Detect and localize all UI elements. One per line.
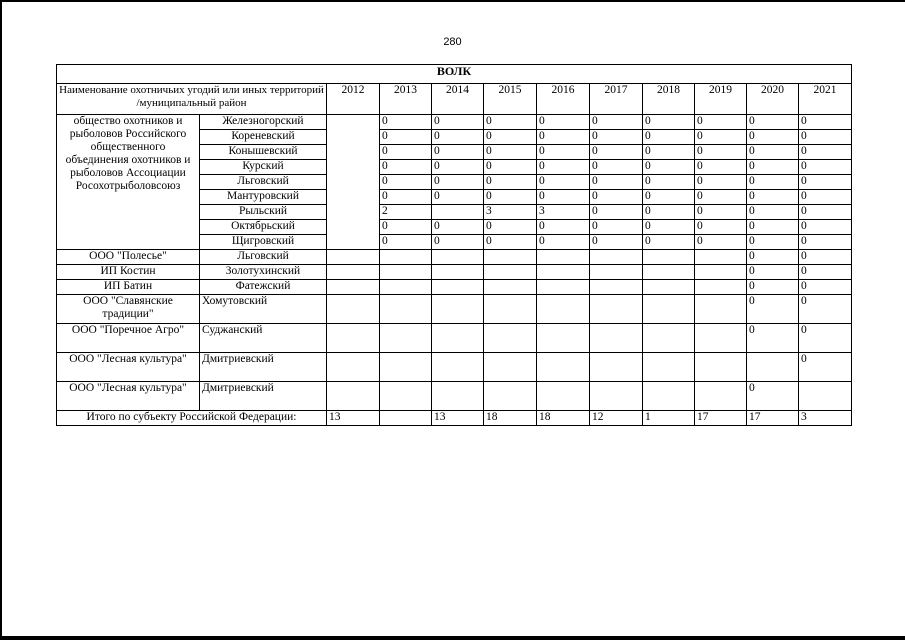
value-cell: 0: [537, 130, 590, 145]
year-header: 2015: [484, 84, 537, 115]
value-cell: 0: [643, 130, 695, 145]
value-cell: [695, 324, 747, 353]
value-cell: 0: [799, 220, 852, 235]
value-cell: [643, 324, 695, 353]
page-edge-bottom: [0, 636, 905, 640]
table-row: [57, 295, 852, 324]
value-cell: 0: [747, 250, 799, 265]
value-cell: [695, 265, 747, 280]
table-row: [57, 250, 852, 265]
value-cell: 0: [747, 130, 799, 145]
value-cell: 0: [747, 115, 799, 130]
value-cell: 0: [590, 175, 643, 190]
value-cell: [327, 115, 380, 250]
value-cell: 0: [747, 205, 799, 220]
value-cell: [537, 353, 590, 382]
value-cell: 0: [747, 280, 799, 295]
value-cell: 0: [537, 190, 590, 205]
district-name: Рыльский: [200, 205, 327, 220]
value-cell: 0: [695, 205, 747, 220]
total-cell: 3: [799, 411, 852, 426]
value-cell: 0: [484, 235, 537, 250]
value-cell: 0: [484, 160, 537, 175]
value-cell: [327, 353, 380, 382]
value-cell: [590, 295, 643, 324]
value-cell: 0: [799, 250, 852, 265]
value-cell: 0: [799, 280, 852, 295]
value-cell: 0: [432, 235, 484, 250]
value-cell: 0: [537, 160, 590, 175]
value-cell: [590, 265, 643, 280]
value-cell: 0: [695, 220, 747, 235]
total-cell: 1: [643, 411, 695, 426]
value-cell: 0: [484, 145, 537, 160]
value-cell: 0: [799, 115, 852, 130]
value-cell: [695, 382, 747, 411]
org-name: ООО "Полесье": [57, 250, 200, 265]
value-cell: [380, 295, 432, 324]
district-name: Мантуровский: [200, 190, 327, 205]
value-cell: 0: [799, 205, 852, 220]
value-cell: [643, 280, 695, 295]
total-cell: 17: [695, 411, 747, 426]
value-cell: 0: [747, 160, 799, 175]
value-cell: [432, 205, 484, 220]
total-cell: 12: [590, 411, 643, 426]
value-cell: [432, 265, 484, 280]
value-cell: 0: [799, 353, 852, 382]
table-row: [57, 324, 852, 353]
district-name: Конышевский: [200, 145, 327, 160]
value-cell: 0: [747, 265, 799, 280]
value-cell: [695, 295, 747, 324]
total-cell: 17: [747, 411, 799, 426]
year-header: 2016: [537, 84, 590, 115]
value-cell: 0: [590, 220, 643, 235]
header-name: Наименование охотничьих угодий или иных территорий /муниципальный район: [57, 84, 327, 115]
district-name: Льговский: [200, 175, 327, 190]
value-cell: 0: [484, 220, 537, 235]
value-cell: 0: [799, 235, 852, 250]
value-cell: 0: [380, 160, 432, 175]
value-cell: [327, 382, 380, 411]
value-cell: 0: [695, 175, 747, 190]
value-cell: [380, 250, 432, 265]
value-cell: [432, 280, 484, 295]
value-cell: [327, 265, 380, 280]
value-cell: 0: [695, 190, 747, 205]
value-cell: 0: [747, 382, 799, 411]
value-cell: [432, 382, 484, 411]
year-header: 2017: [590, 84, 643, 115]
value-cell: [327, 295, 380, 324]
district-name: Дмитриевский: [200, 353, 327, 382]
value-cell: [643, 250, 695, 265]
value-cell: 0: [432, 115, 484, 130]
total-cell: 13: [327, 411, 380, 426]
page-edge-left: [0, 0, 2, 640]
value-cell: 0: [799, 175, 852, 190]
table-row: [57, 265, 852, 280]
value-cell: [327, 280, 380, 295]
value-cell: [484, 353, 537, 382]
value-cell: 0: [537, 175, 590, 190]
total-cell: 18: [537, 411, 590, 426]
wolf-census-table: [56, 64, 852, 426]
year-header: 2013: [380, 84, 432, 115]
value-cell: 0: [537, 115, 590, 130]
value-cell: [484, 324, 537, 353]
value-cell: 0: [747, 295, 799, 324]
year-header: 2012: [327, 84, 380, 115]
value-cell: 0: [484, 130, 537, 145]
value-cell: [432, 353, 484, 382]
value-cell: [484, 382, 537, 411]
district-name: Дмитриевский: [200, 382, 327, 411]
value-cell: [432, 295, 484, 324]
district-name: Хомутовский: [200, 295, 327, 324]
value-cell: 0: [537, 145, 590, 160]
value-cell: 0: [799, 130, 852, 145]
value-cell: 0: [380, 115, 432, 130]
value-cell: [537, 295, 590, 324]
value-cell: 0: [432, 160, 484, 175]
value-cell: [484, 295, 537, 324]
value-cell: [643, 382, 695, 411]
table-title: ВОЛК: [57, 65, 852, 84]
total-row: [57, 411, 852, 426]
value-cell: [590, 324, 643, 353]
value-cell: 0: [380, 235, 432, 250]
year-header: 2019: [695, 84, 747, 115]
value-cell: 0: [484, 115, 537, 130]
value-cell: 0: [799, 190, 852, 205]
value-cell: 0: [643, 220, 695, 235]
value-cell: 0: [799, 145, 852, 160]
value-cell: [537, 265, 590, 280]
total-cell: [380, 411, 432, 426]
value-cell: [484, 250, 537, 265]
year-header: 2021: [799, 84, 852, 115]
value-cell: 0: [643, 160, 695, 175]
value-cell: 0: [380, 190, 432, 205]
year-header: 2020: [747, 84, 799, 115]
value-cell: 0: [432, 190, 484, 205]
org-name: общество охотников и рыболовов Российского общественного объединения охотников и рыболовов Ассоциации Росохотрыболовсоюз: [57, 115, 200, 250]
value-cell: [380, 324, 432, 353]
total-cell: 13: [432, 411, 484, 426]
value-cell: 0: [643, 175, 695, 190]
value-cell: 0: [643, 145, 695, 160]
value-cell: [537, 250, 590, 265]
value-cell: 0: [432, 220, 484, 235]
district-name: Железногорский: [200, 115, 327, 130]
value-cell: 0: [590, 145, 643, 160]
value-cell: 0: [590, 235, 643, 250]
value-cell: 0: [432, 130, 484, 145]
value-cell: 0: [432, 175, 484, 190]
value-cell: 0: [747, 235, 799, 250]
value-cell: 0: [643, 235, 695, 250]
page-number: 280: [443, 36, 462, 48]
value-cell: 0: [799, 160, 852, 175]
value-cell: 0: [484, 190, 537, 205]
value-cell: [380, 353, 432, 382]
value-cell: [537, 382, 590, 411]
value-cell: 0: [799, 324, 852, 353]
total-cell: 18: [484, 411, 537, 426]
value-cell: [380, 382, 432, 411]
value-cell: [695, 353, 747, 382]
value-cell: 0: [537, 235, 590, 250]
value-cell: [537, 280, 590, 295]
table-row: [57, 353, 852, 382]
table-row: [57, 115, 852, 130]
value-cell: [380, 280, 432, 295]
value-cell: [327, 250, 380, 265]
value-cell: 0: [695, 235, 747, 250]
org-name: ООО "Поречное Агро": [57, 324, 200, 353]
value-cell: 0: [380, 220, 432, 235]
district-name: Льговский: [200, 250, 327, 265]
value-cell: [590, 382, 643, 411]
value-cell: 0: [643, 190, 695, 205]
value-cell: 0: [590, 130, 643, 145]
value-cell: [643, 295, 695, 324]
district-name: Кореневский: [200, 130, 327, 145]
value-cell: 0: [484, 175, 537, 190]
org-name: ИП Батин: [57, 280, 200, 295]
value-cell: 0: [380, 145, 432, 160]
district-name: Золотухинский: [200, 265, 327, 280]
table-row: [57, 280, 852, 295]
value-cell: [327, 324, 380, 353]
value-cell: 2: [380, 205, 432, 220]
value-cell: 0: [695, 160, 747, 175]
value-cell: 0: [747, 190, 799, 205]
year-header: 2018: [643, 84, 695, 115]
value-cell: 0: [380, 130, 432, 145]
org-name: ИП Костин: [57, 265, 200, 280]
value-cell: 3: [484, 205, 537, 220]
value-cell: 0: [537, 220, 590, 235]
value-cell: 0: [643, 205, 695, 220]
value-cell: [695, 280, 747, 295]
year-header: 2014: [432, 84, 484, 115]
value-cell: [590, 250, 643, 265]
table-row: [57, 382, 852, 411]
value-cell: 0: [695, 130, 747, 145]
value-cell: 0: [643, 115, 695, 130]
value-cell: [590, 280, 643, 295]
value-cell: 0: [590, 205, 643, 220]
value-cell: 0: [799, 295, 852, 324]
value-cell: [643, 353, 695, 382]
district-name: Суджанский: [200, 324, 327, 353]
value-cell: 0: [747, 324, 799, 353]
value-cell: 3: [537, 205, 590, 220]
total-label: Итого по субъекту Российской Федерации:: [57, 411, 327, 426]
org-name: ООО "Лесная культура": [57, 382, 200, 411]
value-cell: 0: [747, 145, 799, 160]
org-name: ООО "Славянские традиции": [57, 295, 200, 324]
value-cell: 0: [380, 175, 432, 190]
value-cell: [537, 324, 590, 353]
value-cell: 0: [747, 220, 799, 235]
value-cell: [643, 265, 695, 280]
value-cell: [484, 280, 537, 295]
value-cell: 0: [432, 145, 484, 160]
value-cell: [747, 353, 799, 382]
district-name: Щигровский: [200, 235, 327, 250]
value-cell: 0: [590, 160, 643, 175]
value-cell: [590, 353, 643, 382]
value-cell: 0: [695, 115, 747, 130]
value-cell: 0: [747, 175, 799, 190]
page-edge-top: [0, 0, 905, 2]
value-cell: [799, 382, 852, 411]
value-cell: [484, 265, 537, 280]
value-cell: 0: [590, 190, 643, 205]
value-cell: 0: [590, 115, 643, 130]
value-cell: [380, 265, 432, 280]
district-name: Октябрьский: [200, 220, 327, 235]
district-name: Фатежский: [200, 280, 327, 295]
district-name: Курский: [200, 160, 327, 175]
value-cell: 0: [695, 145, 747, 160]
value-cell: [432, 324, 484, 353]
value-cell: [432, 250, 484, 265]
org-name: ООО "Лесная культура": [57, 353, 200, 382]
value-cell: 0: [799, 265, 852, 280]
value-cell: [695, 250, 747, 265]
